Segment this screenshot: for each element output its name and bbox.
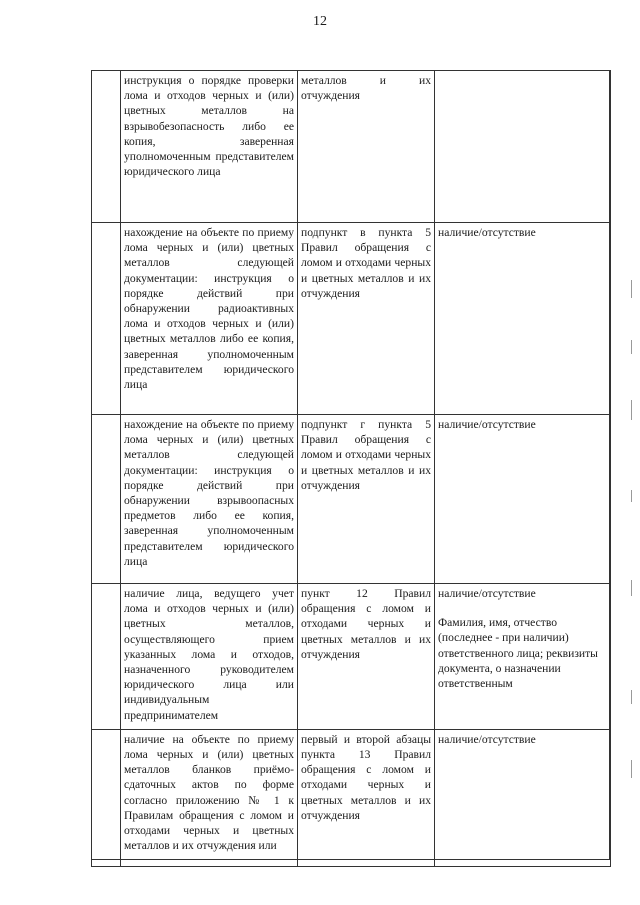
values-cell bbox=[435, 584, 611, 730]
requirement-cell: наличие лица, ведущего учет лома и отходов черных и (или) цветных металлов, осуществляющего прием указанных лома и отходов, назначенного руководителем юридического лица или индивидуальным предпринимателем bbox=[121, 584, 298, 730]
requirement-cell: нахождение на объекте по приему лома черных и (или) цветных металлов следующей документации: инструкция о порядке действий при обнаружении радиоактивных лома и отходов черных и (или) цветных металлов либо ее копия, заверенная уполномоченным представителем юридического лица bbox=[121, 223, 298, 415]
reference-cell: подпункт в пункта 5 Правил обращения с ломом и отходами черных и цветных металлов и их отчуждения bbox=[298, 223, 435, 415]
row-number-cell bbox=[92, 584, 121, 730]
value-text: наличие/отсутствие bbox=[438, 226, 536, 239]
page-number: 12 bbox=[313, 14, 327, 29]
reference-cell: пункт 12 Правил обращения с ломом и отходами черных и цветных металлов и их отчуждения bbox=[298, 584, 435, 730]
requirement-cell: наличие на объекте по приему лома черных и (или) цветных металлов бланков приёмо-сдаточных актов по форме согласно приложению № 1 к Правилам обращения с ломом и отходами черных и цветных металлов и их отчуждения или bbox=[121, 729, 298, 866]
row-number-cell bbox=[92, 223, 121, 415]
reference-cell: первый и второй абзацы пункта 13 Правил обращения с ломом и отходами черных и цветных металлов и их отчуждения bbox=[298, 729, 435, 866]
scan-edge-marks bbox=[631, 280, 634, 800]
values-cell bbox=[435, 71, 611, 223]
values-cell bbox=[435, 729, 611, 866]
table-row bbox=[92, 729, 611, 866]
table-row bbox=[92, 415, 611, 584]
value-text: наличие/отсутствие bbox=[438, 732, 536, 746]
value-text: наличие/отсутствие bbox=[438, 418, 536, 431]
row-number-cell bbox=[92, 729, 121, 866]
table-row bbox=[92, 71, 611, 223]
value-text: наличие/отсутствие bbox=[438, 587, 536, 600]
requirement-cell: инструкция о порядке проверки лома и отходов черных и (или) цветных металлов на взрывобезопасность либо ее копия, заверенная уполномоченным представителем юридического лица bbox=[121, 71, 298, 223]
value-text: Фамилия, имя, отчество (последнее - при наличии) ответственного лица; реквизиты документа, о назначении ответственным bbox=[438, 616, 598, 691]
row-number-cell bbox=[92, 71, 121, 223]
values-cell bbox=[435, 415, 611, 584]
reference-cell: подпункт г пункта 5 Правил обращения с ломом и отходами черных и цветных металлов и их отчуждения bbox=[298, 415, 435, 584]
table-row bbox=[92, 223, 611, 415]
reference-cell: металлов и их отчуждения bbox=[298, 71, 435, 223]
row-number-cell bbox=[92, 415, 121, 584]
table-row bbox=[92, 584, 611, 730]
values-cell bbox=[435, 223, 611, 415]
requirement-cell: нахождение на объекте по приему лома черных и (или) цветных металлов следующей документации: инструкция о порядке действий при обнаружении взрывоопасных предметов либо ее копия, заверенная уполномоченным представителем юридического лица bbox=[121, 415, 298, 584]
requirements-table bbox=[91, 70, 610, 860]
